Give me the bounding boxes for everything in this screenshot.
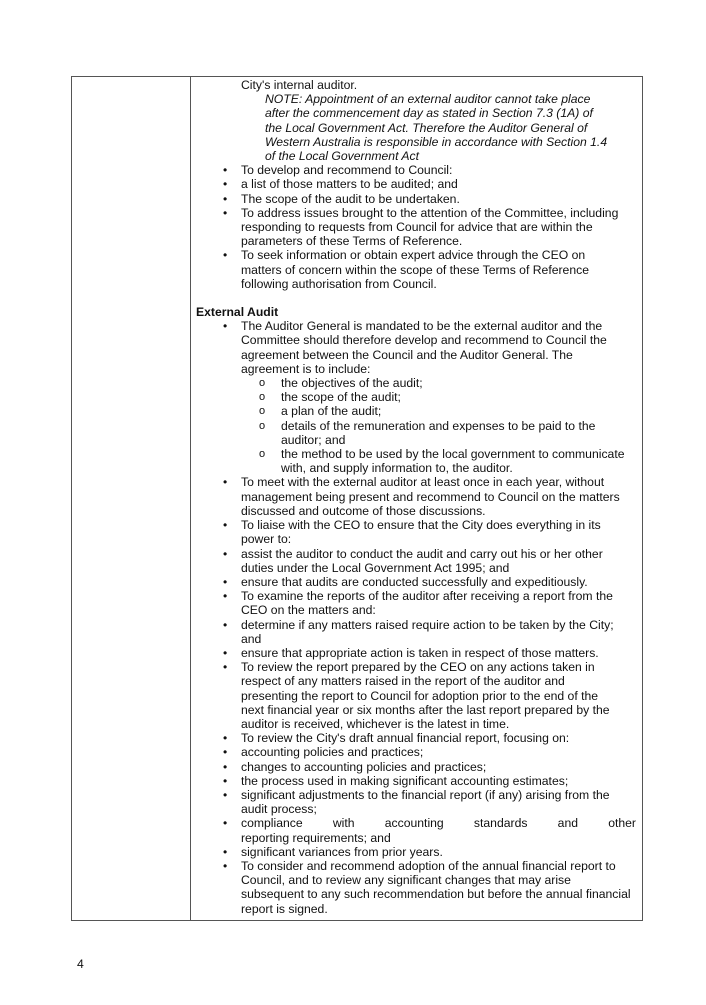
list-item-text: power to: — [241, 532, 292, 547]
note-line: NOTE: Appointment of an external auditor cannot take place — [265, 92, 591, 107]
bullet-icon: • — [223, 191, 228, 206]
list-item-text: reporting requirements; and — [241, 830, 391, 845]
bullet-icon: • — [223, 660, 228, 675]
sub-list-item-text: the method to be used by the local government to communicate — [281, 447, 625, 462]
list-item — [196, 859, 636, 916]
continued-line: City's internal auditor. — [241, 78, 358, 92]
page-number: 4 — [77, 957, 84, 971]
list-item-text: changes to accounting policies and practices; — [241, 759, 487, 774]
list-item-text: The scope of the audit to be undertaken. — [241, 191, 460, 206]
sub-list-item-text: a plan of the audit; — [281, 404, 382, 419]
list-item-text: subsequent to any such recommendation but before the annual financial — [241, 887, 631, 902]
list-item-text: To examine the reports of the auditor after receiving a report from the — [241, 589, 613, 604]
list-item-text: respect of any matters raised in the report of the auditor and — [241, 674, 565, 689]
list-item-text: audit process; — [241, 802, 317, 817]
list-item-text: next financial year or six months after the last report prepared by the — [241, 702, 610, 717]
list-item — [196, 745, 636, 759]
list-item — [196, 192, 636, 206]
list-item — [196, 475, 636, 518]
list-item-text: Council, and to review any significant changes that may arise — [241, 873, 571, 888]
bullet-icon: • — [223, 787, 228, 802]
bullet-icon: • — [223, 858, 228, 873]
bullet-icon: • — [223, 759, 228, 774]
sub-list-item-text: with, and supply information to, the auditor. — [281, 461, 513, 476]
list-item — [196, 547, 636, 575]
list-item-text: responding to requests from Council for advice that are within the — [241, 220, 593, 235]
bullet-icon: • — [223, 816, 228, 831]
sub-list-item — [196, 390, 636, 404]
list-item-text: To consider and recommend adoption of the annual financial report to — [241, 858, 616, 873]
note-line: of the Local Government Act — [265, 149, 420, 164]
list-item-text: matters of concern within the scope of these Terms of Reference — [241, 262, 589, 277]
list-item — [196, 618, 636, 646]
list-item-text: The Auditor General is mandated to be the external auditor and the — [241, 319, 603, 334]
list-item — [196, 646, 636, 660]
list-item-text: significant adjustments to the financial report (if any) arising from the — [241, 787, 610, 802]
sub-list-item-text: the objectives of the audit; — [281, 376, 423, 391]
note-line: the Local Government Act. Therefore the Auditor General of — [265, 120, 588, 135]
external-audit-list — [196, 319, 636, 916]
list-item — [196, 575, 636, 589]
list-item-text: duties under the Local Government Act 1995; and — [241, 560, 510, 575]
list-item — [196, 163, 636, 177]
list-item-text: To meet with the external auditor at least once in each year, without — [241, 475, 605, 490]
bullet-icon: • — [223, 574, 228, 589]
list-item — [196, 206, 636, 249]
list-item-text: auditor is received, whichever is the latest in time. — [241, 716, 510, 731]
bullet-icon: • — [223, 589, 228, 604]
circle-bullet-icon: o — [259, 377, 266, 390]
note-line: Western Australia is responsible in accordance with Section 1.4 — [265, 134, 608, 149]
sub-list-item — [196, 447, 636, 475]
list-item-text: accounting policies and practices; — [241, 745, 424, 760]
list-item-text: determine if any matters raised require action to be taken by the City; — [241, 617, 614, 632]
circle-bullet-icon: o — [259, 405, 266, 418]
list-item-text: parameters of these Terms of Reference. — [241, 234, 463, 249]
sub-list-item — [196, 376, 636, 390]
list-item-text: To seek information or obtain expert advice through the CEO on — [241, 248, 586, 263]
circle-bullet-icon: o — [259, 448, 266, 461]
list-item — [196, 816, 636, 844]
bullet-icon: • — [223, 546, 228, 561]
list-item — [196, 248, 636, 291]
bullet-icon: • — [223, 731, 228, 746]
terms-content-cell — [196, 78, 636, 916]
list-item — [196, 760, 636, 774]
bullet-icon: • — [223, 205, 228, 220]
list-item-text: Committee should therefore develop and recommend to Council the — [241, 333, 607, 348]
bullet-icon: • — [223, 475, 228, 490]
list-item — [196, 788, 636, 816]
list-item-text: discussed and outcome of those discussions. — [241, 503, 486, 518]
list-item-text: and — [241, 631, 262, 646]
bullet-icon: • — [223, 645, 228, 660]
list-item-text: significant variances from prior years. — [241, 844, 443, 859]
sub-list-item-text: auditor; and — [281, 432, 346, 447]
list-item — [196, 589, 636, 617]
list-item-text: a list of those matters to be audited; and — [241, 177, 458, 192]
list-item-text: To develop and recommend to Council: — [241, 163, 453, 178]
list-item-text: the process used in making significant accounting estimates; — [241, 773, 569, 788]
sub-list-item-text: details of the remuneration and expenses to be paid to the — [281, 418, 596, 433]
list-item-text: agreement is to include: — [241, 361, 371, 376]
list-item — [196, 774, 636, 788]
list-item-text: ensure that audits are conducted successfully and expeditiously. — [241, 574, 588, 589]
bullet-icon: • — [223, 248, 228, 263]
list-item-text: CEO on the matters and: — [241, 603, 376, 618]
sub-list-item-text: the scope of the audit; — [281, 390, 401, 405]
list-item-text: To address issues brought to the attention of the Committee, including — [241, 205, 619, 220]
list-item — [196, 518, 636, 546]
note-block — [196, 92, 636, 163]
bullet-icon: • — [223, 745, 228, 760]
sub-list-item — [196, 404, 636, 418]
list-item-text: ensure that appropriate action is taken in respect of those matters. — [241, 645, 599, 660]
sub-list-item — [196, 419, 636, 447]
list-item — [196, 845, 636, 859]
list-item-text: compliance with accounting standards and other — [241, 816, 636, 831]
list-item — [196, 731, 636, 745]
list-item-text: To liaise with the CEO to ensure that the City does everything in its — [241, 518, 601, 533]
list-item — [196, 177, 636, 191]
column-divider — [190, 77, 191, 920]
list-item-text: report is signed. — [241, 901, 328, 916]
bullet-icon: • — [223, 844, 228, 859]
bullet-icon: • — [223, 319, 228, 334]
bullet-icon: • — [223, 773, 228, 788]
bullet-icon: • — [223, 518, 228, 533]
circle-bullet-icon: o — [259, 419, 266, 432]
bullet-icon: • — [223, 617, 228, 632]
list-item — [196, 660, 636, 731]
terms-table — [71, 76, 643, 921]
list-item-text: assist the auditor to conduct the audit and carry out his or her other — [241, 546, 603, 561]
note-line: after the commencement day as stated in Section 7.3 (1A) of — [265, 106, 593, 121]
list-item-text: agreement between the Council and the Auditor General. The — [241, 347, 573, 362]
bullet-icon: • — [223, 163, 228, 178]
list-item-text: To review the City's draft annual financial report, focusing on: — [241, 731, 570, 746]
list-item-text: following authorisation from Council. — [241, 276, 437, 291]
list-item — [196, 319, 636, 376]
section-heading: External Audit — [196, 305, 279, 320]
list-item-text: management being present and recommend to Council on the matters — [241, 489, 620, 504]
internal-audit-list — [196, 163, 636, 291]
list-item-text: To review the report prepared by the CEO on any actions taken in — [241, 660, 595, 675]
list-item-text: presenting the report to Council for adoption prior to the end of the — [241, 688, 599, 703]
bullet-icon: • — [223, 177, 228, 192]
circle-bullet-icon: o — [259, 391, 266, 404]
